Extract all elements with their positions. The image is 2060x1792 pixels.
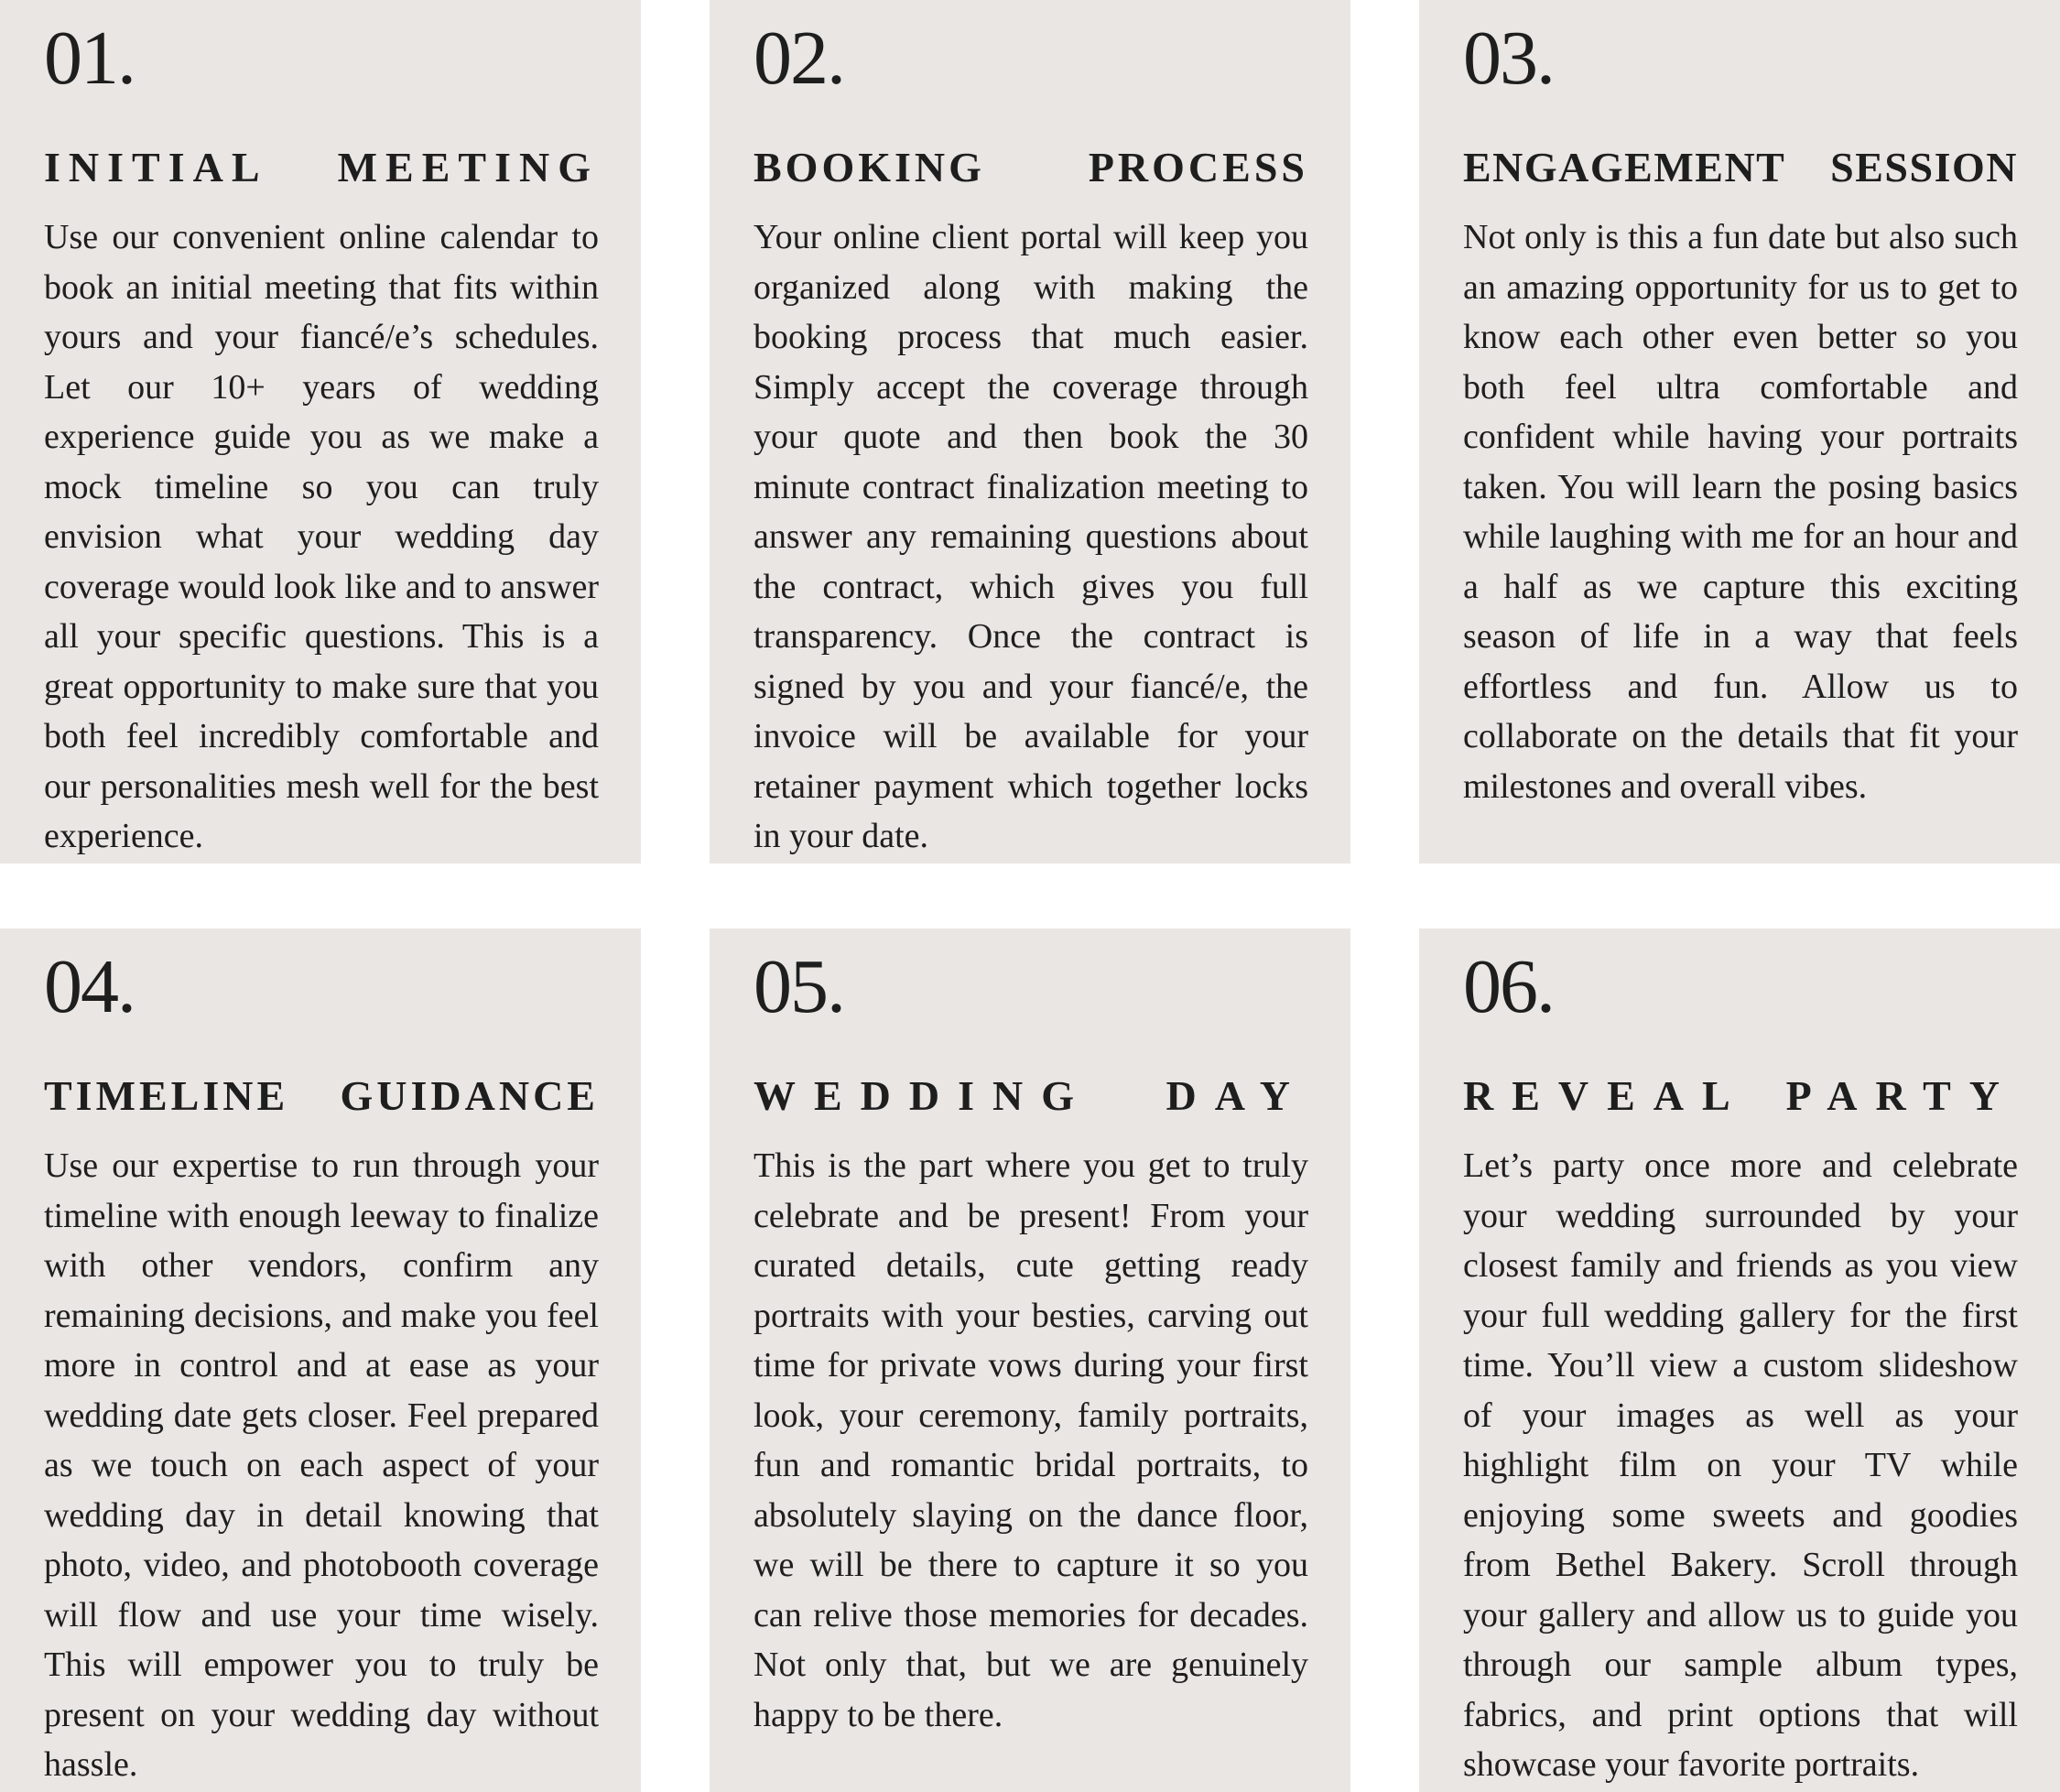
step-description: Your online client portal will keep you organized along with making the booking process that much easier. Simply accept the coverage through your quote and then book the 30 minute contract finalization meeting to answer any remaining questions about the contract, which gives you full transparency. Once the contract is signed by you and your fiancé/e, the invoice will be available for your retainer payment which together locks in your date. bbox=[754, 218, 1308, 855]
step-card-wedding-day bbox=[710, 929, 1350, 1792]
step-description: Not only is this a fun date but also such an amazing opportunity for us to get to know each other even better so you both feel ultra comfortable and confident while having your portraits taken. You will learn the posing basics while laughing with me for an hour and a half as we capture this exciting season of life in a way that feels effortless and fun. Allow us to collaborate on the details that fit your milestones and overall vibes. bbox=[1463, 218, 2018, 806]
step-description: Let’s party once more and celebrate your wedding surrounded by your closest family and friends as you view your full wedding gallery for the first time. You’ll view a custom slideshow of your images as well as your highlight film on your TV while enjoying some sweets and goodies from Bethel Bakery. Scroll through your gallery and allow us to guide you through our sample album types, fabrics, and print options that will showcase your favorite portraits. bbox=[1463, 1146, 2018, 1784]
step-card-initial-meeting bbox=[0, 0, 641, 863]
step-number: 04. bbox=[44, 944, 135, 1029]
step-card-booking-process bbox=[710, 0, 1350, 863]
step-title: INITIAL MEETING bbox=[44, 144, 599, 190]
step-number: 03. bbox=[1463, 16, 1554, 101]
step-title: REVEAL PARTY bbox=[1463, 1072, 2018, 1119]
step-number: 02. bbox=[754, 16, 844, 101]
step-description: Use our convenient online calendar to book an initial meeting that fits within yours and your fiancé/e’s schedules. Let our 10+ years of wedding experience guide you as we make a mock timeline so you can truly envision what your wedding day coverage would look like and to answer all your specific questions. This is a great opportunity to make sure that you both feel incredibly comfortable and our personalities mesh well for the best experience. bbox=[44, 218, 599, 855]
step-number: 06. bbox=[1463, 944, 1554, 1029]
step-title: ENGAGEMENT SESSION bbox=[1463, 144, 2018, 190]
step-title: BOOKING PROCESS bbox=[754, 144, 1308, 190]
step-title: TIMELINE GUIDANCE bbox=[44, 1072, 599, 1119]
step-title: WEDDING DAY bbox=[754, 1072, 1308, 1119]
step-description: Use our expertise to run through your timeline with enough leeway to finalize with other vendors, confirm any remaining decisions, and make you feel more in control and at ease as your wedding date gets closer. Feel prepared as we touch on each aspect of your wedding day in detail knowing that photo, video, and photobooth coverage will flow and use your time wisely. This will empower you to truly be present on your wedding day without hassle. bbox=[44, 1146, 599, 1784]
step-description: This is the part where you get to truly celebrate and be present! From your curated details, cute getting ready portraits with your besties, carving out time for private vows during your first look, your ceremony, family portraits, fun and romantic bridal portraits, to absolutely slaying on the dance floor, we will be there to capture it so you can relive those memories for decades. Not only that, but we are genuinely happy to be there. bbox=[754, 1146, 1308, 1734]
step-number: 05. bbox=[754, 944, 844, 1029]
step-card-engagement-session bbox=[1419, 0, 2060, 863]
step-card-timeline-guidance bbox=[0, 929, 641, 1792]
step-number: 01. bbox=[44, 16, 135, 101]
step-card-reveal-party bbox=[1419, 929, 2060, 1792]
